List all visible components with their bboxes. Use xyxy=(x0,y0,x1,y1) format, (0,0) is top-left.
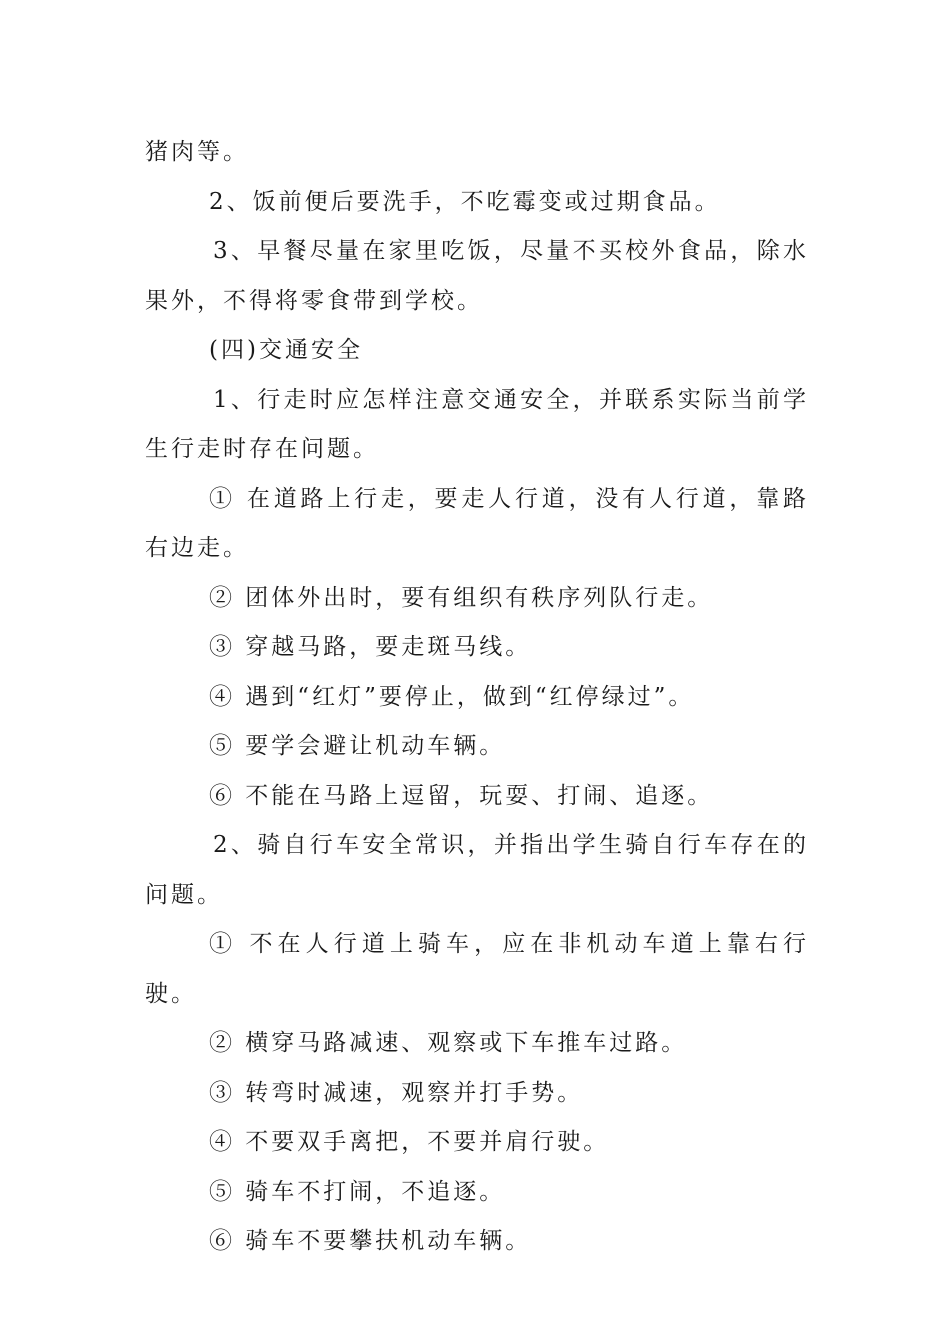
paragraph-continuation: 猪肉等。 xyxy=(145,139,249,165)
list-item-walking-5: ⑤ 要学会避让机动车辆。 xyxy=(209,733,506,759)
list-item-bicycle-3: ③ 转弯时减速，观察并打手势。 xyxy=(209,1079,584,1106)
list-item-bicycle-2: ② 横穿马路减速、观察或下车推车过路。 xyxy=(209,1030,688,1056)
paragraph-breakfast: 3、早餐尽量在家里吃饭，尽量不买校外食品，除水果外，不得将零食带到学校。 xyxy=(145,238,809,314)
list-item-walking-6: ⑥ 不能在马路上逗留，玩耍、打闹、追逐。 xyxy=(209,782,714,809)
list-item-walking-4: ④ 遇到“红灯”要停止，做到“红停绿过”。 xyxy=(209,683,695,710)
list-item-bicycle-1: ① 不在人行道上骑车，应在非机动车道上靠右行驶。 xyxy=(145,931,809,1007)
list-item-walking-1: ① 在道路上行走，要走人行道，没有人行道，靠路右边走。 xyxy=(145,485,809,561)
list-item-bicycle-4: ④ 不要双手离把，不要并肩行驶。 xyxy=(209,1129,610,1155)
list-item-walking-2: ② 团体外出时，要有组织有秩序列队行走。 xyxy=(209,584,714,611)
document-body xyxy=(145,128,809,1267)
paragraph-walking-safety: 1、行走时应怎样注意交通安全，并联系实际当前学生行走时存在问题。 xyxy=(145,386,809,462)
list-item-walking-3: ③ 穿越马路，要走斑马线。 xyxy=(209,634,532,660)
paragraph-bicycle-safety: 2、骑自行车安全常识，并指出学生骑自行车存在的问题。 xyxy=(145,832,809,908)
paragraph-hand-washing: 2、饭前便后要洗手，不吃霉变或过期食品。 xyxy=(209,188,721,215)
section-heading-traffic-safety: (四)交通安全 xyxy=(209,337,363,363)
list-item-bicycle-6: ⑥ 骑车不要攀扶机动车辆。 xyxy=(209,1228,532,1254)
list-item-bicycle-5: ⑤ 骑车不打闹，不追逐。 xyxy=(209,1178,506,1205)
